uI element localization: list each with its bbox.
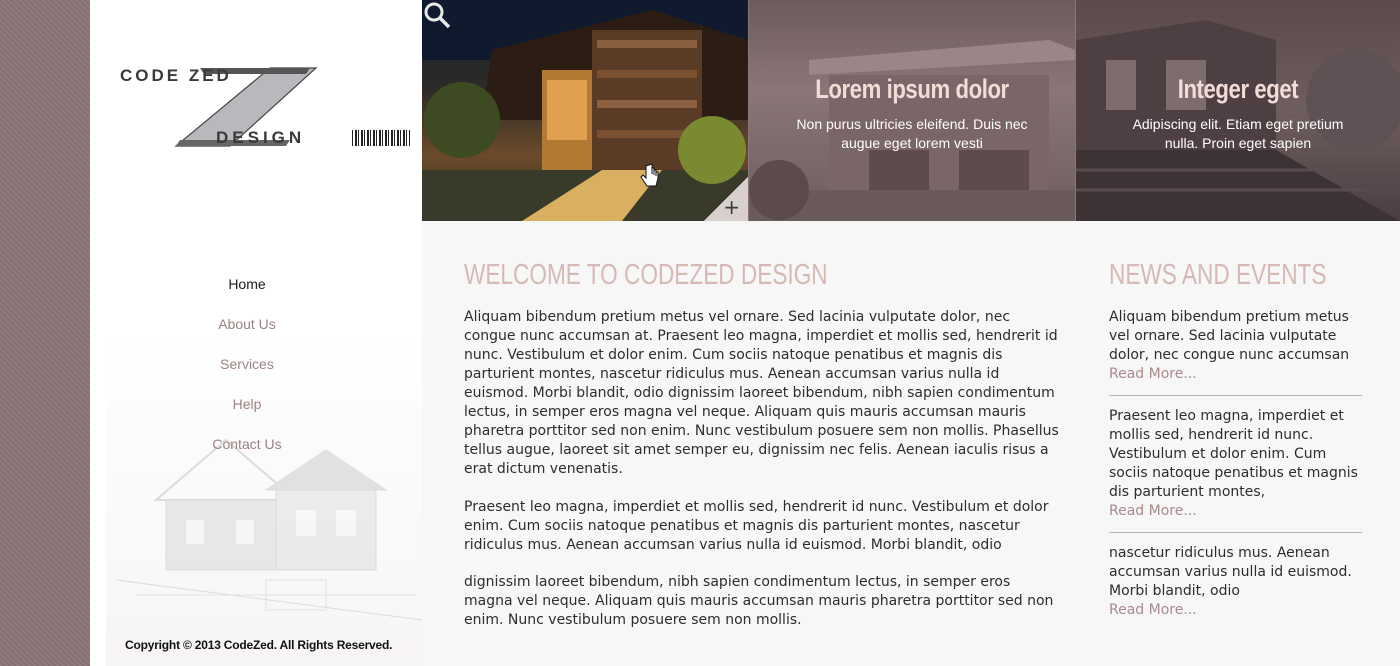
banner-tile-title: Lorem ipsum dolor <box>815 74 1009 104</box>
logo[interactable] <box>120 66 416 150</box>
nav-item-label[interactable]: Contact Us <box>212 436 282 452</box>
banner-tile-house-night[interactable] <box>422 0 748 221</box>
sidebar <box>106 0 422 666</box>
banner-tile-lorem[interactable] <box>749 0 1075 221</box>
banner-tile-title: Integer eget <box>1177 74 1299 104</box>
news-item-text: nascetur ridiculus mus. Aenean accumsan varius nulla id euismod. Morbi blandit, odio <box>1109 545 1352 599</box>
logo-text-design: DESIGN <box>216 128 306 147</box>
nav-item-home[interactable] <box>106 276 388 316</box>
left-white-strip <box>90 0 106 666</box>
nav-item-help[interactable] <box>106 396 388 436</box>
welcome-heading: WELCOME TO CODEZED DESIGN <box>464 259 828 291</box>
read-more-link[interactable]: Read More... <box>1109 503 1197 519</box>
banner-tile-text: Non purus ultricies eleifend. Duis nec augue eget lorem vesti <box>796 116 1028 151</box>
logo-text-code-zed: CODE ZED <box>120 66 232 85</box>
nav-item-label[interactable]: Services <box>220 356 274 372</box>
nav-item-label[interactable]: Home <box>228 276 266 292</box>
nav-item-about-us[interactable] <box>106 316 388 356</box>
hand-cursor-icon <box>640 164 660 190</box>
house-night-image <box>422 0 748 221</box>
content-area <box>422 221 1400 666</box>
nav-item-label[interactable]: Help <box>232 396 262 412</box>
welcome-paragraph: Praesent leo magna, imperdiet et mollis sed, hendrerit id nunc. Vestibulum et dolor enim. Cum sociis natoque penatibus et magnis dis parturient montes, nascetur ridiculus mus. Aenean accumsan varius nulla id euismod. Morbi blandit, odio <box>464 499 1049 553</box>
news-item <box>1109 544 1362 631</box>
nav-item-label[interactable]: About Us <box>218 316 276 332</box>
news-item <box>1109 407 1362 533</box>
news-section <box>1109 259 1362 642</box>
search-icon[interactable] <box>422 0 452 30</box>
house-modern-image <box>749 0 1075 221</box>
news-item-text: Praesent leo magna, imperdiet et mollis sed, hendrerit id nunc. Vestibulum et dolor enim. Cum sociis natoque penatibus et magnis dis parturient montes, <box>1109 408 1358 500</box>
welcome-section <box>464 259 1060 630</box>
welcome-paragraph: dignissim laoreet bibendum, nibh sapien condimentum lectus, in semper eros magna vel neque. Aliquam quis mauris accumsan mauris pharetra porttitor sed non enim. Nunc vestibulum posuere sem non mollis. <box>464 574 1054 628</box>
news-item-text: Aliquam bibendum pretium metus vel ornare. Sed lacinia vulputate dolor, nec congue nunc accumsan <box>1109 309 1350 363</box>
banner <box>422 0 1400 221</box>
banner-tile-text: Adipiscing elit. Etiam eget pretium nulla. Proin eget sapien <box>1132 116 1344 151</box>
read-more-link[interactable]: Read More... <box>1109 602 1197 618</box>
plus-glyph: + <box>723 195 740 219</box>
welcome-paragraph: Aliquam bibendum pretium metus vel ornare. Sed lacinia vulputate dolor, nec congue nunc accumsan at. Praesent leo magna, imperdiet et mollis sed, hendrerit id nunc. Vestibulum et dolor enim. Cum sociis natoque penatibus et magnis dis parturient montes, nascetur ridiculus mus. Aenean accumsan varius nulla id euismod. Morbi blandit, odio dignissim laoreet bibendum, nibh sapien condimentum lectus, in semper eros magna vel neque. Aliquam quis mauris accumsan mauris pharetra porttitor sed non enim. Nunc vestibulum posuere sem non mollis. Phasellus tellus augue, laoreet sit amet semper eu, dignissim nec felis. Aenean iaculis risus a erat dictum venenatis. <box>464 309 1059 477</box>
house-deck-image <box>1076 0 1400 221</box>
barcode-icon <box>352 130 410 146</box>
read-more-link[interactable]: Read More... <box>1109 366 1197 382</box>
banner-tile-integer[interactable] <box>1076 0 1400 221</box>
main-nav <box>106 276 388 476</box>
plus-icon[interactable] <box>704 177 748 221</box>
nav-item-contact-us[interactable] <box>106 436 388 476</box>
nav-item-services[interactable] <box>106 356 388 396</box>
copyright-text: Copyright © 2013 CodeZed. All Rights Reserved. <box>125 638 393 652</box>
news-item <box>1109 308 1362 396</box>
news-heading: NEWS AND EVENTS <box>1109 259 1327 291</box>
